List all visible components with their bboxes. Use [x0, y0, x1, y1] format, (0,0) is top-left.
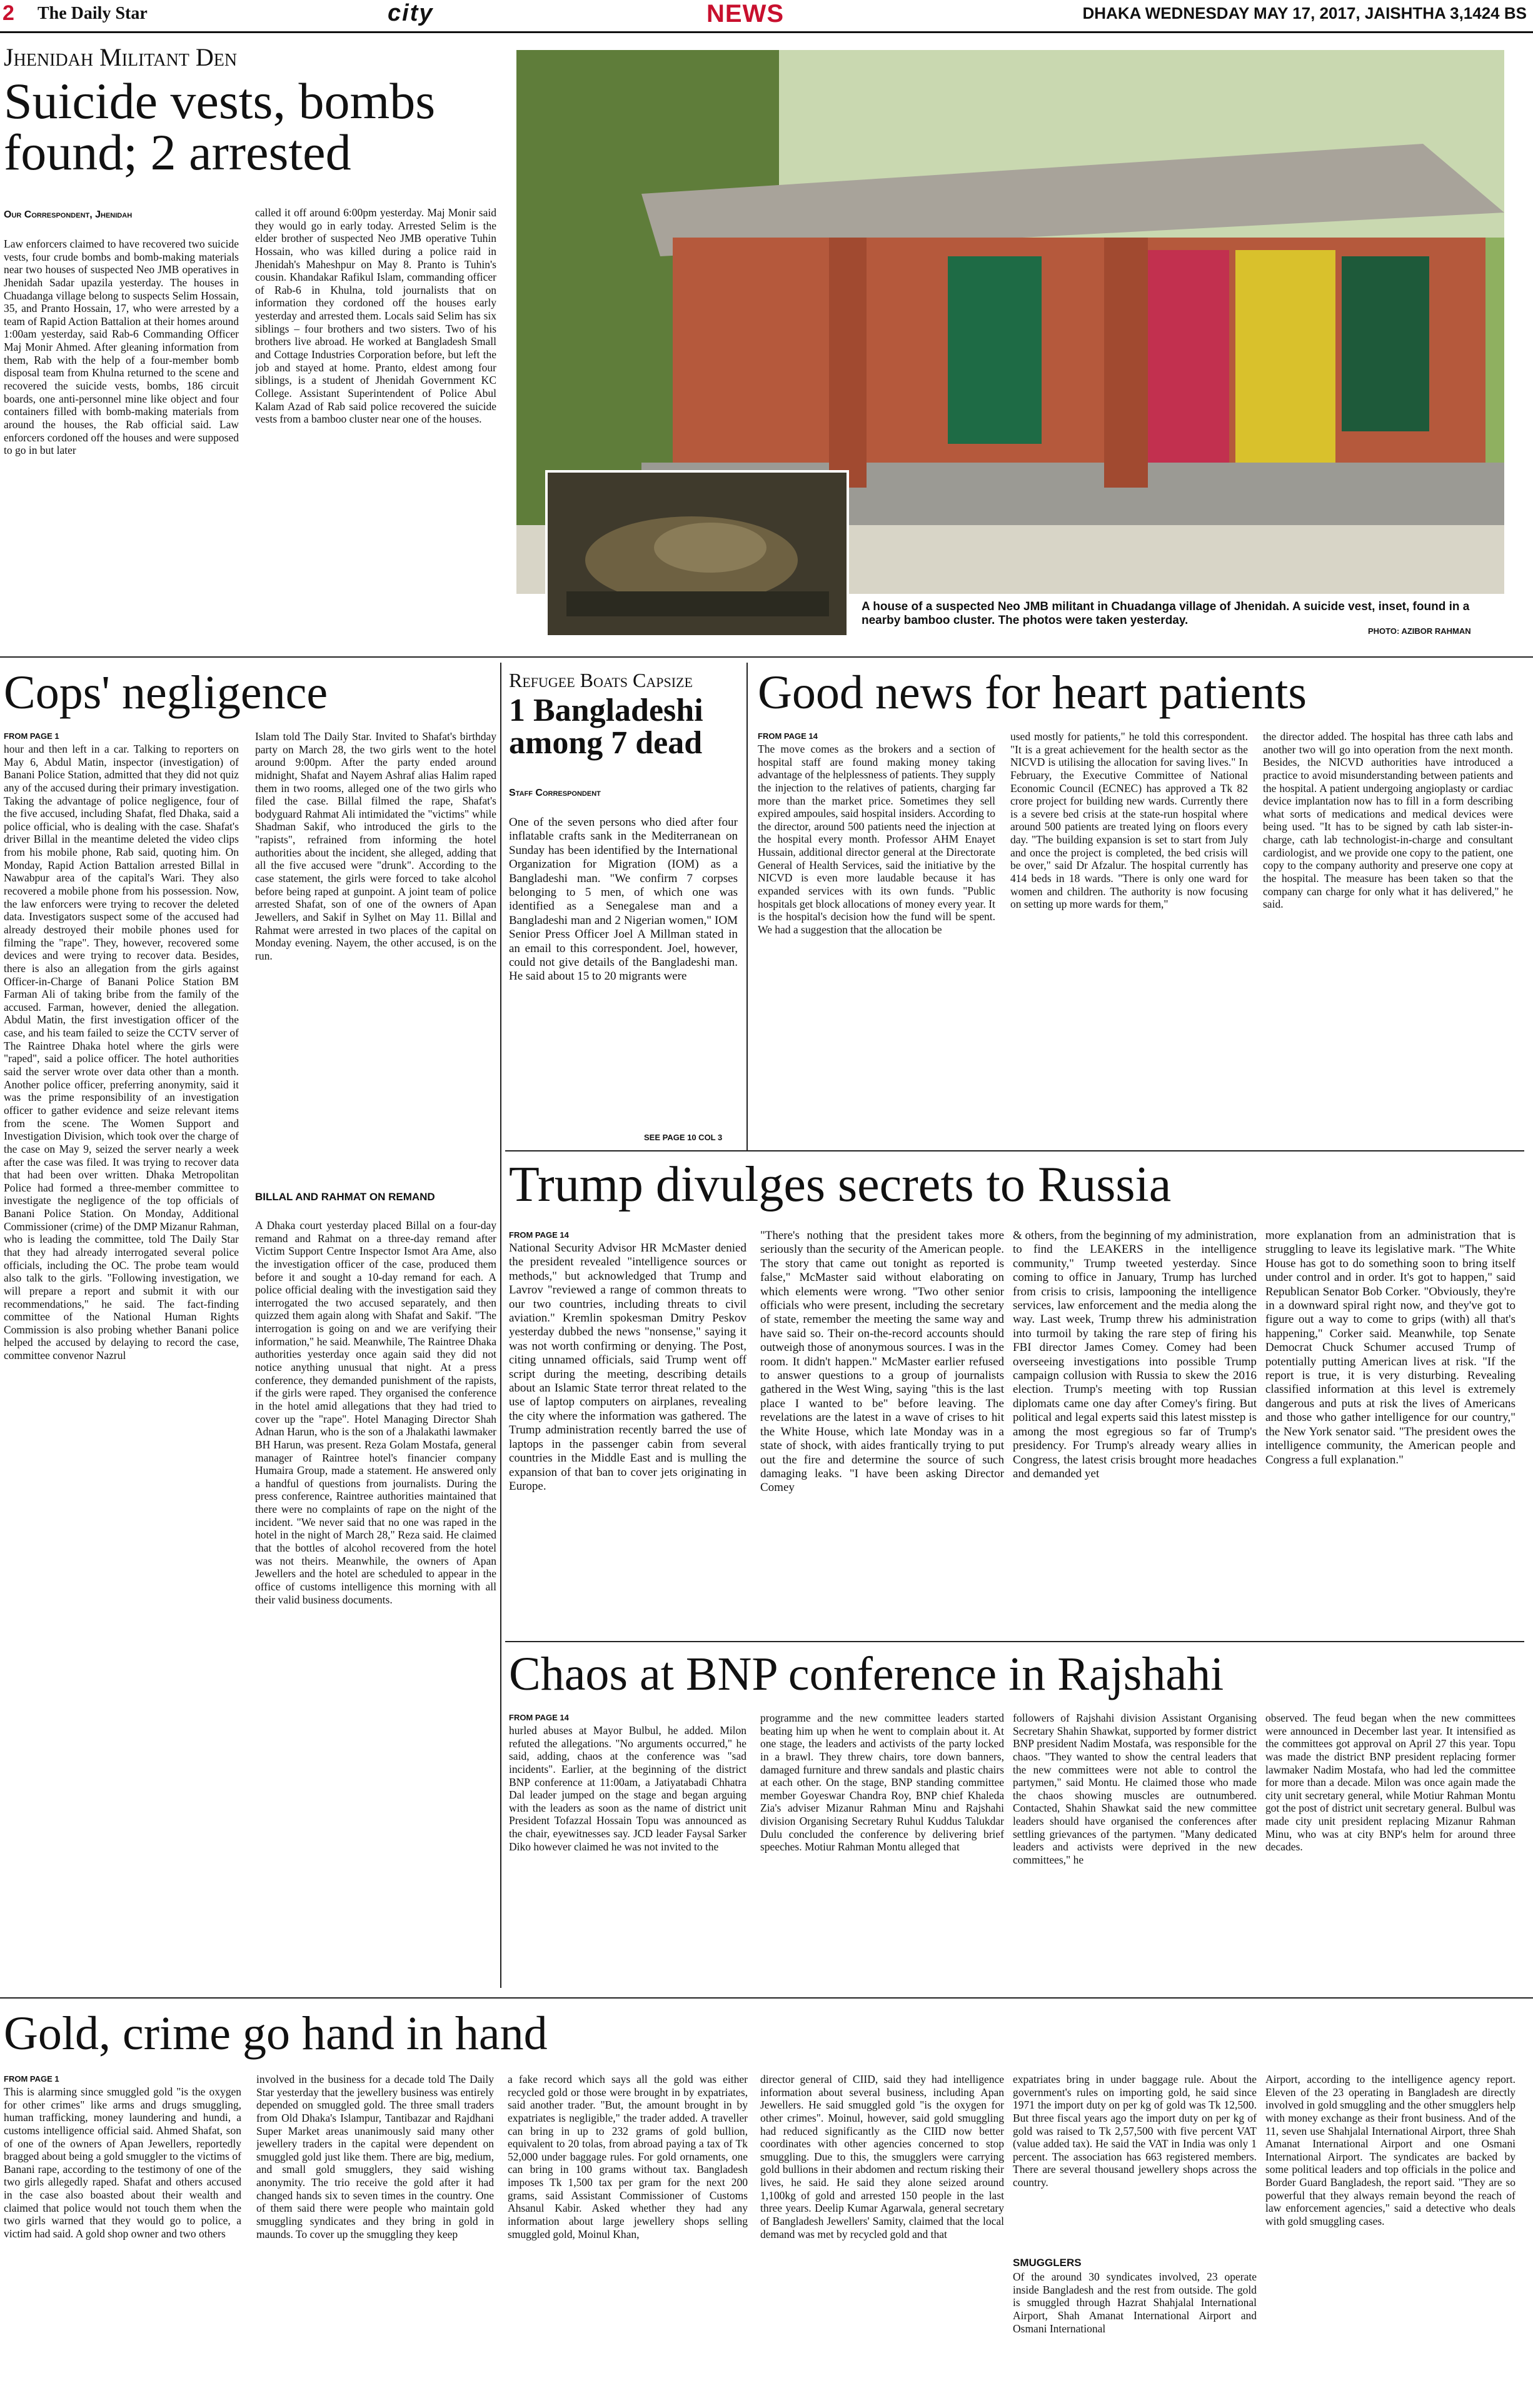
story-body-col2: called it off around 6:00pm yesterday. Maj Monir said they would go in early today. Arrested Selim is the elder brother of suspected Neo JMB operative Tuhin Hossain, who was killed during a police raid in Jhenidah's Maheshpur on May 8. Pranto is Tuhin's cousin. Khandakar Rafikul Islam, commanding officer of Rab-6 in Khulna, told journalists that on information they cordoned off the houses early yesterday and arrested them. Locals said Selim has six siblings – four brothers and two sisters. Two of his brothers live abroad. He worked at Bangladesh Small and Cottage Industries Corporation before, but left the job and stayed at home. Pranto, eldest among four siblings, is a student of Jhenidah Government KC College. Assistant Superintendent of Police Abul Kalam Azad of Rab said police recovered the suicide vests from a bamboo cluster near one of the houses.: [255, 206, 496, 426]
story-body-col2: programme and the new committee leaders started beating him up when he went to complain about it. At one stage, the leaders and activists of the party locked in a brawl. They threw chairs, tore down banners, damaged furniture and threw sandals and plastic chairs at each other. On the stage, BNP standing committee member Goyeswar Chandra Roy, BNP chief Khaleda Zia's adviser Mizanur Rahman Minu and Rajshahi division Organising Secretary Ruhul Kuddus Talukdar Dulu concluded the conference by delivering brief speeches. Motiur Rahman Montu alleged that: [760, 1712, 1004, 1854]
photo-caption: A house of a suspected Neo JMB militant in Chuadanga village of Jhenidah. A suicide vest, inset, found in a nearby bamboo cluster. The photos were taken yesterday.: [862, 600, 1470, 627]
story-body: One of the seven persons who died after four inflatable crafts sank in the Mediterranean on Sunday has been identified by the International Organization for Migration (IOM) as a Bangladeshi man. "We confirm 7 corpses belonging to 5 men, of which one was identified as a Senegalese man and a Bangladeshi man and 2 Nigerian women," IOM Senior Press Officer Joel A Millman stated in an email to this correspondent. Joel, however, could not give details of the Bangladeshi man. He said about 15 to 20 migrants were: [509, 816, 738, 983]
page-number: 2: [3, 1, 14, 25]
story-body-col1: hurled abuses at Mayor Bulbul, he added. Milon refuted the allegations. "No arguments occurred," he said, adding, chaos at the conference was "sad incidents". Earlier, at the beginning of the district BNP conference at 11:00am, a Jatiyatabadi Chhatra Dal leader jumped on the stage and began arguing with the leaders as soon as the name of district unit President Tofazzal Hossain Topu was announced as the chair, eyewitnesses say. JCD leader Faysal Sarker Diko however claimed he was not invited to the: [509, 1724, 746, 1853]
masthead: [0, 0, 1533, 33]
story-body-col5: expatriates bring in under baggage rule. About the government's rules on importing gold, he said since 1971 the import duty on per kg of gold was Tk 12,500. But three fiscal years ago the import duty on per kg of gold was raised to Tk 2,57,500 with five percent VAT (value added tax). He said the VAT in India was only 1 percent. The association has 663 registered members. There are several thousand jewellery shops across the country.: [1013, 2073, 1257, 2189]
story-body-col1: This is alarming since smuggled gold "is the oxygen for other crimes" like arms and drugs smuggling, human trafficking, money laundering and hundi, a customs intelligence official said. Ahmed Shafat, son of one of the owners of Apan Jewellers, reportedly bragged about being a gold smuggler to the victims of Banani rape, according to the testimony of one of the two girls allegedly raped. Shafat and others accused in the case also boasted about their wealth and claimed that police would not touch them when the two girls warned that they would go to police, a victim had said. A gold shop owner and two others: [4, 2085, 241, 2240]
story-headline: Cops' negligence: [4, 666, 328, 719]
story-body-col3: a fake record which says all the gold was either recycled gold or those were brought in by expatriates, said another trader. "But, the amount brought in by expatriates is negligible," the trader added. A traveller can bring in up to 232 grams of gold bullion, equivalent to 20 tolas, from abroad paying a tax of Tk 52,000 under baggage rules. For gold ornaments, one can bring in 100 grams without tax. Bangladesh imposes Tk 1,500 tax per gram for the next 200 grams, said Assistant Commissioner of Customs Ahsanul Kabir. Asked whether they had any information about large jewellery shops selling smuggled gold, Moinul Khan,: [508, 2073, 748, 2240]
story-body-col2b: A Dhaka court yesterday placed Billal on a four-day remand and Rahmat on a three-day remand after Victim Support Centre Inspector Ismot Ara Ame, also the investigation officer of the case, produced them before it and sought a 10-day remand for each. A police official dealing with the investigation said they interrogated the two accused separately, and then quizzed them again along with Shafat and Sakif. "The interrogation is going on and we are verifying their information," he said. Meanwhile, The Raintree Dhaka authorities yesterday once again said they did not notice anything unusual that night. At a press conference, they demanded punishment of the rapists, if the girls were raped. They organised the conference in the hotel amid allegations that they had tried to cover up the "rape". Hotel Managing Director Shah Adnan Harun, who is the son of a Jhalakathi lawmaker BH Harun, was present. Reza Golam Mostafa, general manager of Raintree hotel's financier company Humaira Group, made a statement. He answered only a handful of questions from journalists. During the press conference, Raintree authorities maintained that there were no complaints of rape on the night of the incident. "We never said that no one was raped in the hotel in the night of March 28," Reza said. He claimed that the bottles of alcohol recovered from the hotel was not theirs. Meanwhile, the owners of Apan Jewellers and the hotel are scheduled to appear in the office of customs intelligence this morning with all their valid business documents.: [255, 1219, 496, 1606]
news-label: NEWS: [706, 0, 784, 28]
story-body-col3: followers of Rajshahi division Assistant Organising Secretary Shahin Shawkat, supported by former district BNP president Nadim Mostafa, was responsible for the chaos. "They wanted to show the central leaders that the new committees were not able to control the partymen," said Montu. He claimed those who made the chaos showing muscles are outnumbered. Contacted, Shahin Shawkat said the new committee leaders should have organised the conferences after settling grievances of the partymen. "Many dedicated leaders and activists were deprived in the new committees," he: [1013, 1712, 1257, 1867]
story-kicker: Refugee Boats Capsize: [509, 669, 693, 691]
story-headline: Gold, crime go hand in hand: [4, 2007, 548, 2060]
story-body-col2: "There's nothing that the president takes more seriously than the security of the American people. The story that came out tonight as reported is false," McMaster said without elaborating on which elements were wrong. "Two other senior officials who were present, including the secretary of state, remember the meeting the same way and have said so. Their on-the-record accounts should outweigh those of anonymous sources. I was in the room. It didn't happen." McMaster earlier refused to answer questions to a group of journalists gathered in the West Wing, saying "this is the last place I wanted to be" before leaving. The revelations are the latest in a wave of crises to hit the White House, which late Monday was in a state of shock, with aides frantically trying to put out the fire and determine the source of such damaging leaks. "I have been asking Director Comey: [760, 1229, 1004, 1495]
story-body-col1: The move comes as the brokers and a section of hospital staff are found making money taking advantage of the helplessness of patients. They supply the injection to the relatives of patients, charging far more than the market price. Sometimes they sell expired ampoules, said hospital insiders. According to the director, around 500 patients need the injection at the hospital every month. Professor AHM Enayet Hussain, additional director general at the Directorate General of Health Services, said the initiative by the NICVD is even more laudable because it has expanded services with its own funds. "Public hospitals get block allocations of money every year. It is the hospital's decision how the fund will be spent. We had a suggestion that the allocation be: [758, 743, 995, 936]
jump-from: FROM PAGE 1: [4, 2074, 59, 2084]
dateline: DHAKA WEDNESDAY MAY 17, 2017, JAISHTHA 3,1424 BS: [1082, 4, 1527, 23]
story-headline: Suicide vests, bombs found; 2 arrested: [4, 73, 436, 181]
story-refugee: [509, 669, 738, 760]
story-body-col3: the director added. The hospital has three cath labs and another two will go into operation from the next month. Besides, the NICVD authorities have introduced a practice to avoid misunderstanding between patients and the hospital. A patient undergoing angioplasty or cardiac device implantation now has to fill in a form describing what sorts of medications and medical devices were being used. "It has to be signed by cath lab sister-in-charge, cath lab technologist-in-charge and consultant cardiologist, and we provide one copy to the patient, one copy to the company authority and preserve one copy at the hospital. The measure has been taken so that the company can charge for only what it has delivered," he said.: [1263, 730, 1513, 911]
jump-from: FROM PAGE 14: [509, 1713, 569, 1722]
story-headline: Trump divulges secrets to Russia: [509, 1157, 1172, 1212]
story-body-col3: & others, from the beginning of my administration, to find the LEAKERS in the intelligence community," Trump tweeted yesterday. Since coming to office in January, Trump has lurched from crisis to crisis, lampooning the intelligence services, law enforcement and the media along the way. Last week, Trump threw his administration into turmoil by taking the rare step of firing his FBI director James Comey. Comey had been overseeing investigations into possible Trump campaign collusion with Russia to skew the 2016 election. Trump's meeting with top Russian diplomats came one day after Comey's firing. But political and legal experts said this latest misstep is among the most egregious so far of Trump's presidency. For Trump's already weary allies in Congress, the latest crisis brought more headaches and demanded yet: [1013, 1229, 1257, 1480]
story-body-col4: director general of CIID, said they had intelligence information about several business, including Apan Jewellers. He said smuggled gold "is the oxygen for other crimes". Moinul, however, said gold smuggling had reduced significantly as the CIID now better coordinates with other agencies concerned to stop smuggling. Due to this, the smugglers were carrying gold bullions in their abdomen and rectum risking their lives, he said. He said they alone seized around 1,100kg of gold and arrested 150 people in the last three years. Deelip Kumar Agarwala, general secretary of Bangladesh Jewellers' Samity, claimed that the local demand was met by recycled gold and that: [760, 2073, 1004, 2240]
story-headline: Chaos at BNP conference in Rajshahi: [509, 1648, 1224, 1700]
paper-name: The Daily Star: [38, 4, 148, 23]
story-militant-den: [4, 43, 510, 181]
story-body-col6: Airport, according to the intelligence agency report. Eleven of the 23 operating in Bangladesh are directly involved in gold smuggling and the other smugglers help with money exchange as their front business. And of the 11, seven use Shahjalal International Airport, three Shah Amanat International Airport and one Osmani International Airport. The syndicates are backed by some political leaders and top officials in the police and Border Guard Bangladesh, the report said. "They are so powerful that they always remain beyond the reach of law enforcement agencies," said a detective who deals with gold smuggling cases.: [1265, 2073, 1515, 2228]
jump-from: FROM PAGE 1: [4, 731, 59, 741]
story-body-col5b: Of the around 30 syndicates involved, 23 operate inside Bangladesh and the rest from outside. The gold is smuggled through Hazrat Shahjalal International Airport, Shah Amanat International Airport and Osmani International: [1013, 2270, 1257, 2335]
story-body-col2: involved in the business for a decade told The Daily Star yesterday that the jewellery business was entirely depended on smuggled gold. The three small traders from Old Dhaka's Islampur, Tantibazar and Rajdhani Super Market areas unanimously said many other jewellery traders in the capital were dependent on smuggled gold just like them. There are big, medium, and small gold smugglers, they said wishing anonymity. The trio receive the gold after it had changed hands six to seven times in the country. One of them said there were people who maintain gold smuggling syndicates and they bring in gold in maunds. To cover up the smuggling they keep: [256, 2073, 494, 2240]
story-byline: Our Correspondent, Jhenidah: [4, 209, 133, 220]
photo-credit: PHOTO: AZIBOR RAHMAN: [1368, 626, 1471, 636]
vest-photo: [545, 470, 849, 638]
jump-from: FROM PAGE 14: [509, 1230, 569, 1240]
story-body-col2: used mostly for patients," he told this correspondent. "It is a great achievement for the health sector as the NICVD is utilising the allocation for saving lives." In February, the Executive Committee of National Economic Council (ECNEC) has approved a Tk 82 crore project for building new wards. Currently there is a severe bed crisis at the state-run hospital where around 500 patients are treated lying on floors every day. "The building expansion is set to start from July and once the project is completed, the bed crisis will be over," said Dr Afzalur. The hospital currently has 414 beds in 18 wards. "There is only one ward for women and children. The authority is now focusing on setting up more wards for them,": [1010, 730, 1248, 911]
story-body-col4: more explanation from an administration that is struggling to leave its legislative mark. "The White House has got to do something soon to bring itself under control and in order. It's got to happen," said Republican Senator Bob Corker. "Obviously, they're in a downward spiral right now, and they've got to figure out a way to come to grips (with) all that's happening," Corker said. Meanwhile, top Senate Democrat Chuck Schumer accused Trump of potentially putting American lives at risk. "If the report is true, it is very disturbing. Revealing classified information at this level is extremely dangerous and puts at risk the lives of Americans and those who gather intelligence for our country," the New York senator said. "The president owes the intelligence community, the American people and Congress a full explanation.": [1265, 1229, 1515, 1467]
story-subhead: BILLAL AND RAHMAT ON REMAND: [255, 1191, 435, 1203]
story-byline: Staff Correspondent: [509, 788, 601, 798]
story-body-col4: observed. The feud began when the new committees were announced in December last year. It intensified as the committees got approval on April 27 this year. Topu was made the district BNP president replacing former lawmaker Nadim Mostafa, who had led the committee for more than a decade. Milon was once again made the city unit secretary general, while Motiur Rahman Montu got the post of district unit secretary general. Bulbul was made city unit president replacing Mizanur Rahman Minu, who was at city BNP's helm for around three decades.: [1265, 1712, 1515, 1854]
story-body-col2: Islam told The Daily Star. Invited to Shafat's birthday party on March 28, the two girls went to the hotel around 9:00pm. After the party ended around midnight, Shafat and Nayem Ashraf alias Halim raped them in two rooms, alleged one of the two girls who filed the case. Billal filmed the rape, Shafat's bodyguard Rahmat Ali intimidated the "victims" while Shadman Sakif, who introduced the girls to the "rapists", refrained from informing the hotel authorities about the incident, she alleged, adding that all the five accused were "drunk". According to the case statement, the girls were forced to take alcohol before being raped at gunpoint. A joint team of police arrested Shafat, son of one of the owners of Apan Jewellers, and Sakif in Sylhet on May 11. Billal and Rahmat were arrested in two places of the capital on Monday evening. Nayem, the other accused, is on the run.: [255, 730, 496, 962]
jump-from: FROM PAGE 14: [758, 731, 818, 741]
story-body-col1: hour and then left in a car. Talking to reporters on May 6, Abdul Matin, inspector (investigation) of Banani Police Station, admitted that they did not quiz any of the accused during their primary investigation. Taking the advantage of police negligence, four of the five accused, including Shafat, fled Dhaka, said a police official, who is dealing with the case. Shafat's driver Billal in the meantime deleted the video clips from his mobile phone, Rab said, quoting him. On Monday, Rapid Action Battalion arrested Billal in Nawabpur area of the capital's Wari. They also recovered a mobile phone from his possession. Now, the law enforcers were trying to recover the deleted data. Investigators suspect some of the accused had already destroyed their mobile phones used for filming the "rape". They, however, recovered some devices and were trying to recover data. Besides, there is also an allegation from the girls against Officer-in-Charge of Banani Police Station BM Farman Ali of taking bribe from the family of the accused. Farman, however, denied the allegation. Abdul Matin, the first investigation officer of the case, and his team failed to seize the CCTV server of The Raintree Dhaka hotel where the girls were "raped", said a police officer. The hotel authorities said the server wrote over data other than a month. Another police officer, preferring anonymity, said it was the prime responsibility of an investigation officer to gather evidence and seize relevant items from the scene. The Women Support and Investigation Division, which took over the charge of the case on May 9, seized the server nearly a week after the case was filed. It was trying to recover data that had been over written. Dhaka Metropolitan Police had formed a three-member committee to investigate the negligence of the top officials of Banani Police Station. On Monday, Additional Commissioner (crime) of the DMP Mizanur Rahman, who is leading the committee, told The Daily Star that they had already interrogated several police officials, including the OC. The probe team would also talk to the girls. "Following investigation, we will prepare a report and submit it with our recommendations," he said. The fact-finding committee of the National Human Rights Commission is also probing whether Banani police helped the accused by delaying to record the case, committee convenor Nazrul: [4, 743, 239, 1362]
section-label: city: [388, 0, 434, 26]
story-body-col1: National Security Advisor HR McMaster denied the president revealed "intelligence sources or methods," but acknowledged that Trump and Lavrov "reviewed a range of common threats to our two countries, including threats to civil aviation." Kremlin spokesman Dmitry Peskov yesterday dubbed the news "nonsense," saying it was not worth confirming or denying. The Post, citing unnamed officials, said Trump went off script during the meeting, describing details about an Islamic State terror threat related to the use of laptop computers on airplanes, revealing the city where the information was gathered. The Trump administration recently barred the use of laptops in the passenger cabin from several countries in the Middle East and is mulling the expansion of that ban to cover jets originating in Europe.: [509, 1242, 746, 1493]
story-body-col1: Law enforcers claimed to have recovered two suicide vests, four crude bombs and bomb-making materials near two houses of suspected Neo JMB operatives in Jhenidah Sadar upazila yesterday. The houses in Chuadanga village belong to suspects Selim Hossain, 35, and Pranto Hossain, 17, who were arrested by a team of Rapid Action Battalion at their homes around 1:00am yesterday, said Rab-6 Commanding Officer Maj Monir Ahmed. After gleaning information from them, Rab with the help of a four-member bomb disposal team from Khulna returned to the scene and recovered the suicide vests, bombs, 186 circuit boards, one anti-personnel mine like object and four containers filled with bomb-making materials from around the houses, the Rab official said. Law enforcers cordoned off the houses and were supposed to go in but later: [4, 238, 239, 457]
story-headline: 1 Bangladeshi among 7 dead: [509, 693, 703, 761]
story-headline: Good news for heart patients: [758, 666, 1307, 719]
jump-to: SEE PAGE 10 COL 3: [644, 1133, 723, 1142]
story-kicker: Jhenidah Militant Den: [4, 43, 238, 71]
story-subhead: SMUGGLERS: [1013, 2257, 1082, 2269]
